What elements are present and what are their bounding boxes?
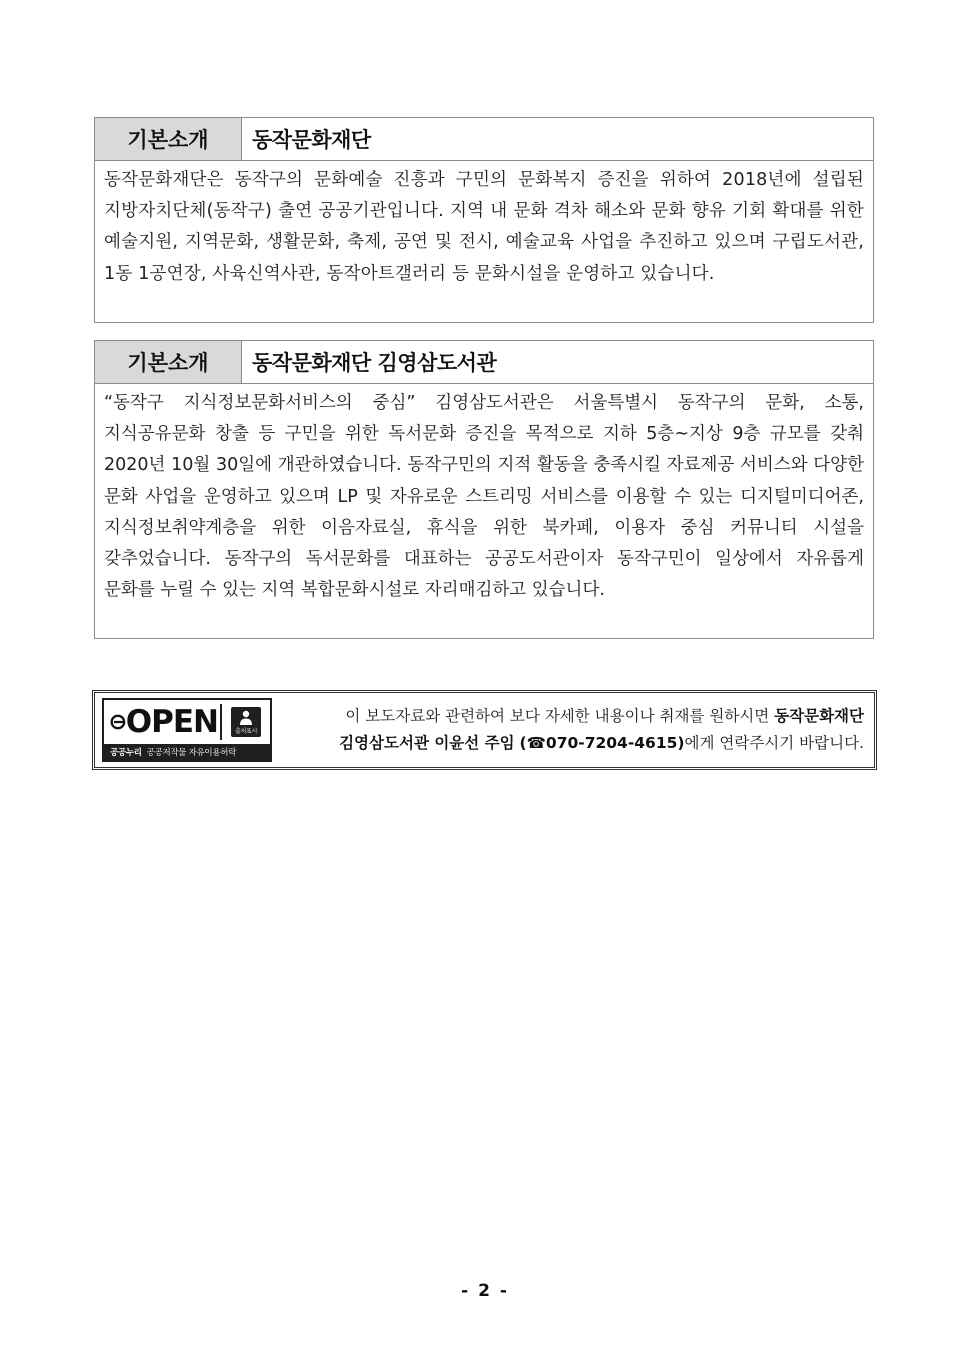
intro-box-foundation (94, 117, 874, 323)
contact-line-2: 김영삼도서관 이윤선 주임 (☎070-7204-4615)에게 연락주시기 바랍니다. (339, 734, 864, 752)
contact-box (92, 690, 877, 770)
intro-body: 동작문화재단은 동작구의 문화예술 진흥과 구민의 문화복지 증진을 위하여 2018년에 설립된 지방자치단체(동작구) 출연 공공기관입니다. 지역 내 문화 격차 해소와 문화 향유 기회 확대를 위한 예술지원, 지역문화, 생활문화, 축제, 공연 및 전시, 예술교육 사업을 추진하고 있으며 구립도서관, 1동 1공연장, 사육신역사관, 동작아트갤러리 등 문화시설을 운영하고 있습니다. (104, 170, 864, 284)
intro-title: 동작문화재단 김영삼도서관 (252, 351, 497, 375)
intro-title: 동작문화재단 (252, 128, 371, 152)
contact-line-1: 이 보도자료와 관련하여 보다 자세한 내용이나 취재를 원하시면 동작문화재단 (345, 707, 864, 725)
open-logo-footer: 공공누리 공공저작물 자유이용허락 (104, 744, 270, 760)
kogl-open-license-logo (102, 698, 272, 762)
open-logo-text: OPEN (104, 704, 218, 740)
contact-text (272, 703, 874, 757)
intro-body: “동작구 지식정보문화서비스의 중심” 김영삼도서관은 서울특별시 동작구의 문화, 소통, 지식공유문화 창출 등 구민을 위한 독서문화 증진을 목적으로 지하 5층~지상 9층 규모를 갖춰 2020년 10월 30일에 개관하였습니다. 동작구민의 지적 활동을 충족시킬 자료제공 서비스와 다양한 문화 사업을 운영하고 있으며 LP 및 자유로운 스트리밍 서비스를 이용할 수 있는 디지털미디어존, 지식정보취약계층을 위한 이음자료실, 휴식을 위한 북카페, 이용자 중심 커뮤니티 시설을 갖추었습니다. 동작구의 독서문화를 대표하는 공공도서관이자 동작구민이 일상에서 자유롭게 문화를 누릴 수 있는 지역 복합문화시설로 자리매김하고 있습니다. (104, 393, 864, 601)
attribution-caption: 출처표시 (235, 728, 257, 735)
intro-label: 기본소개 (95, 341, 242, 383)
intro-box-header (95, 341, 873, 384)
page-number: - 2 - (461, 1281, 509, 1301)
open-o-icon (110, 710, 126, 734)
intro-box-header (95, 118, 873, 161)
intro-label: 기본소개 (95, 118, 242, 160)
intro-box-library (94, 340, 874, 639)
attribution-person-icon (231, 707, 261, 737)
